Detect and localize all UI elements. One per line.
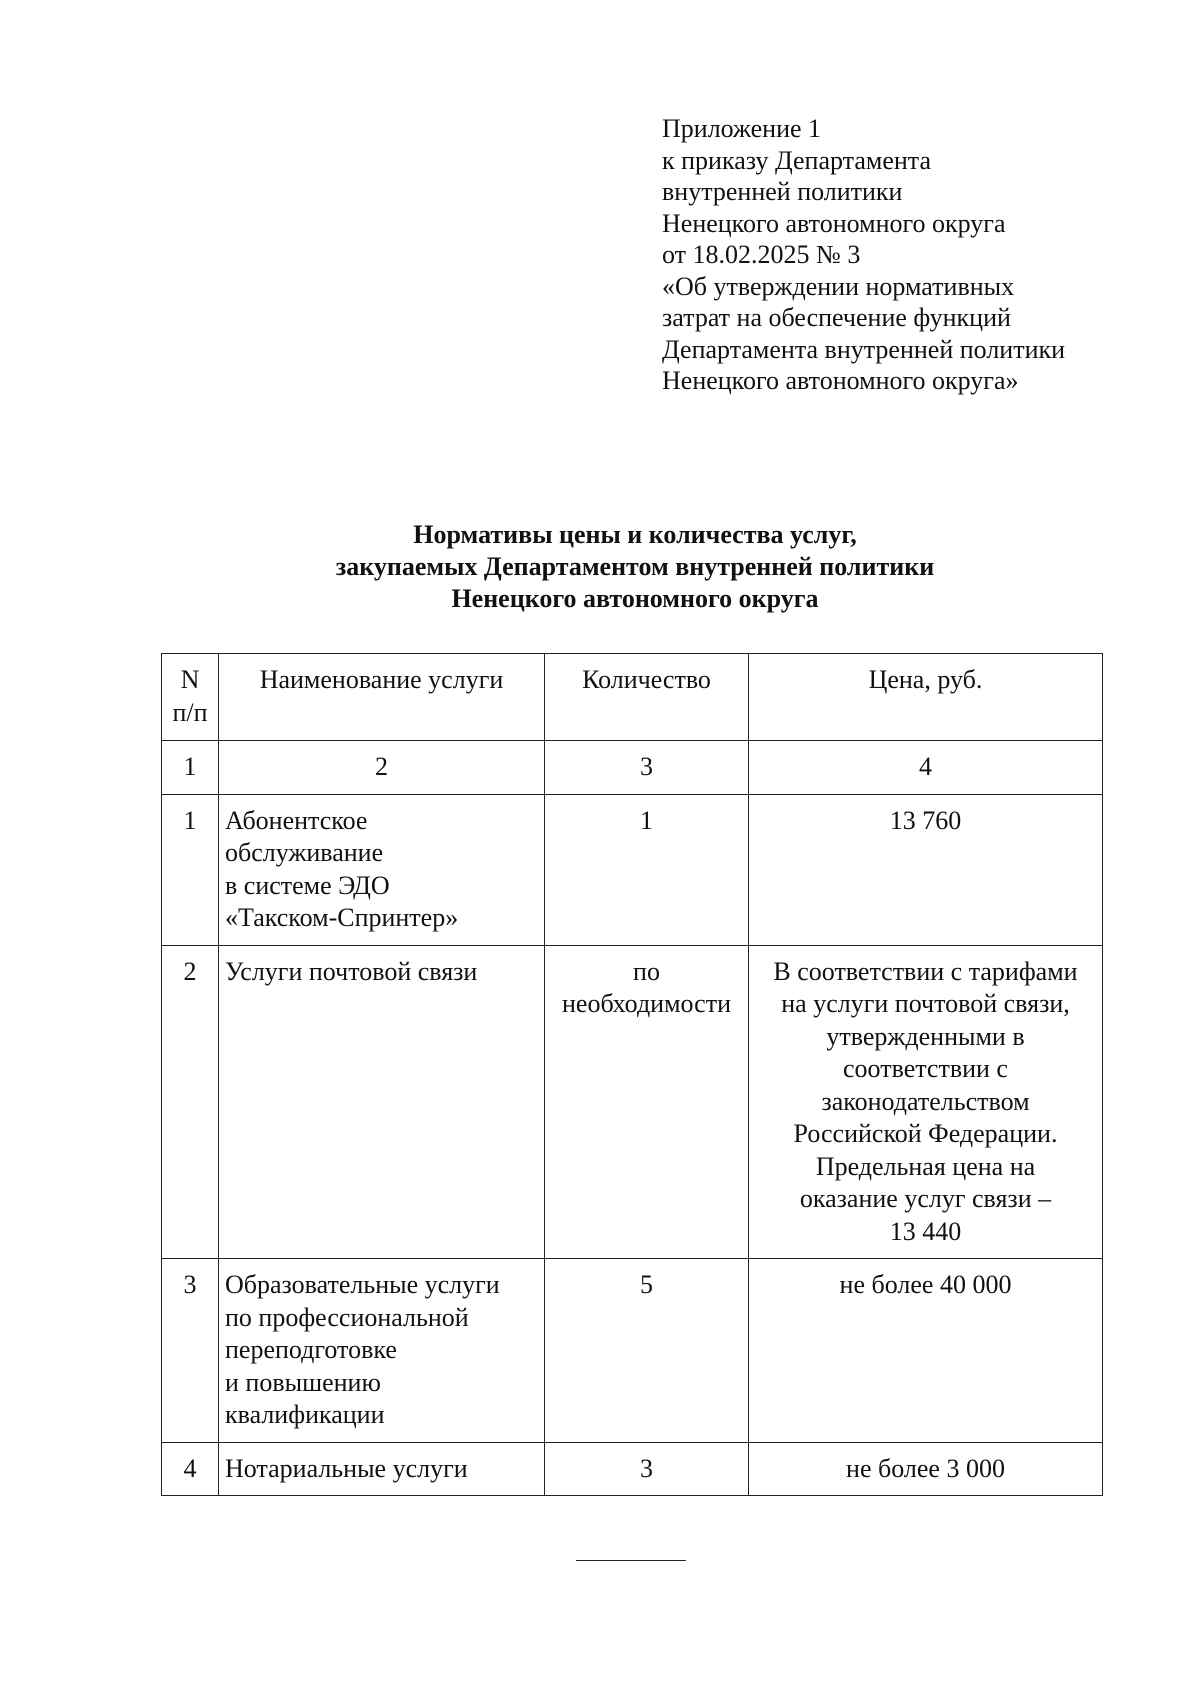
appendix-block [662,113,1132,397]
quantity-line: 5 [640,1270,653,1299]
header-number-line: N [180,665,200,694]
appendix-line: внутренней политики [662,177,903,206]
service-name-line: обслуживание [225,838,384,867]
service-price [749,794,1103,945]
service-name-line: Нотариальные услуги [225,1453,468,1483]
appendix-line: к приказу Департамента [662,145,932,175]
row-number: 3 [162,1259,219,1443]
column-index-row [162,741,1103,795]
price-line: утвержденными в [826,1021,1025,1051]
norms-table [161,653,1103,1496]
appendix-line: Департамента внутренней политики [662,334,1066,364]
column-index-cell: 3 [545,741,749,795]
service-name [219,1259,545,1443]
appendix-line: Ненецкого автономного округа» [662,366,1019,395]
quantity-line: по [633,956,660,986]
service-quantity [545,1259,749,1443]
header-price: Цена, руб. [749,654,1103,741]
service-name-line: в системе ЭДО [225,870,390,900]
column-index-cell: 4 [749,741,1103,795]
price-line: 13 440 [889,1216,962,1246]
service-name-line: по профессиональной [225,1302,469,1332]
row-number: 2 [162,945,219,1259]
document-title [150,519,1120,615]
service-price [749,945,1103,1259]
service-name [219,1442,545,1496]
column-index-cell: 1 [162,741,219,795]
price-line: не более 40 000 [839,1270,1012,1299]
service-name-line: «Такском-Спринтер» [225,903,459,932]
header-name: Наименование услуги [219,654,545,741]
header-quantity: Количество [545,654,749,741]
appendix-line: Приложение 1 [662,114,822,143]
table-row [162,1442,1103,1496]
price-line: В соответствии с тарифами [773,956,1078,986]
price-line: Российской Федерации. [793,1119,1058,1148]
service-name [219,794,545,945]
row-number: 1 [162,794,219,945]
quantity-line: 1 [640,805,653,835]
appendix-line: затрат на обеспечение функций [662,303,1011,332]
table-row [162,945,1103,1259]
service-name-line: Образовательные услуги [225,1270,500,1299]
appendix-line: от 18.02.2025 № 3 [662,240,861,269]
price-line: оказание услуг связи – [799,1184,1052,1213]
end-of-document-rule [576,1560,686,1561]
price-line: Предельная цена на [815,1151,1036,1181]
service-quantity [545,945,749,1259]
service-name-line: Абонентское [225,805,368,835]
service-name [219,945,545,1259]
header-number-line: п/п [172,697,208,727]
service-price [749,1259,1103,1443]
quantity-line: 3 [640,1453,653,1483]
title-line: Ненецкого автономного округа [451,584,819,613]
title-line: закупаемых Департаментом внутренней политики [335,552,935,581]
appendix-line: «Об утверждении нормативных [662,271,1015,301]
appendix-line: Ненецкого автономного округа [662,208,1006,238]
header-number [162,654,219,741]
service-quantity [545,794,749,945]
row-number: 4 [162,1442,219,1496]
service-name-line: Услуги почтовой связи [225,956,478,986]
price-line: законодательством [821,1086,1030,1116]
table-row [162,1259,1103,1443]
quantity-line: необходимости [561,989,731,1018]
title-line: Нормативы цены и количества услуг, [413,520,857,549]
column-index-cell: 2 [219,741,545,795]
service-quantity [545,1442,749,1496]
price-line: не более 3 000 [846,1453,1005,1483]
price-line: на услуги почтовой связи, [781,989,1070,1018]
service-name-line: переподготовке [225,1335,397,1364]
service-name-line: и повышению [225,1367,381,1397]
price-line: соответствии с [843,1054,1008,1083]
table-header-row [162,654,1103,741]
service-name-line: квалификации [225,1400,385,1429]
table-row [162,794,1103,945]
price-line: 13 760 [889,805,962,835]
service-price [749,1442,1103,1496]
